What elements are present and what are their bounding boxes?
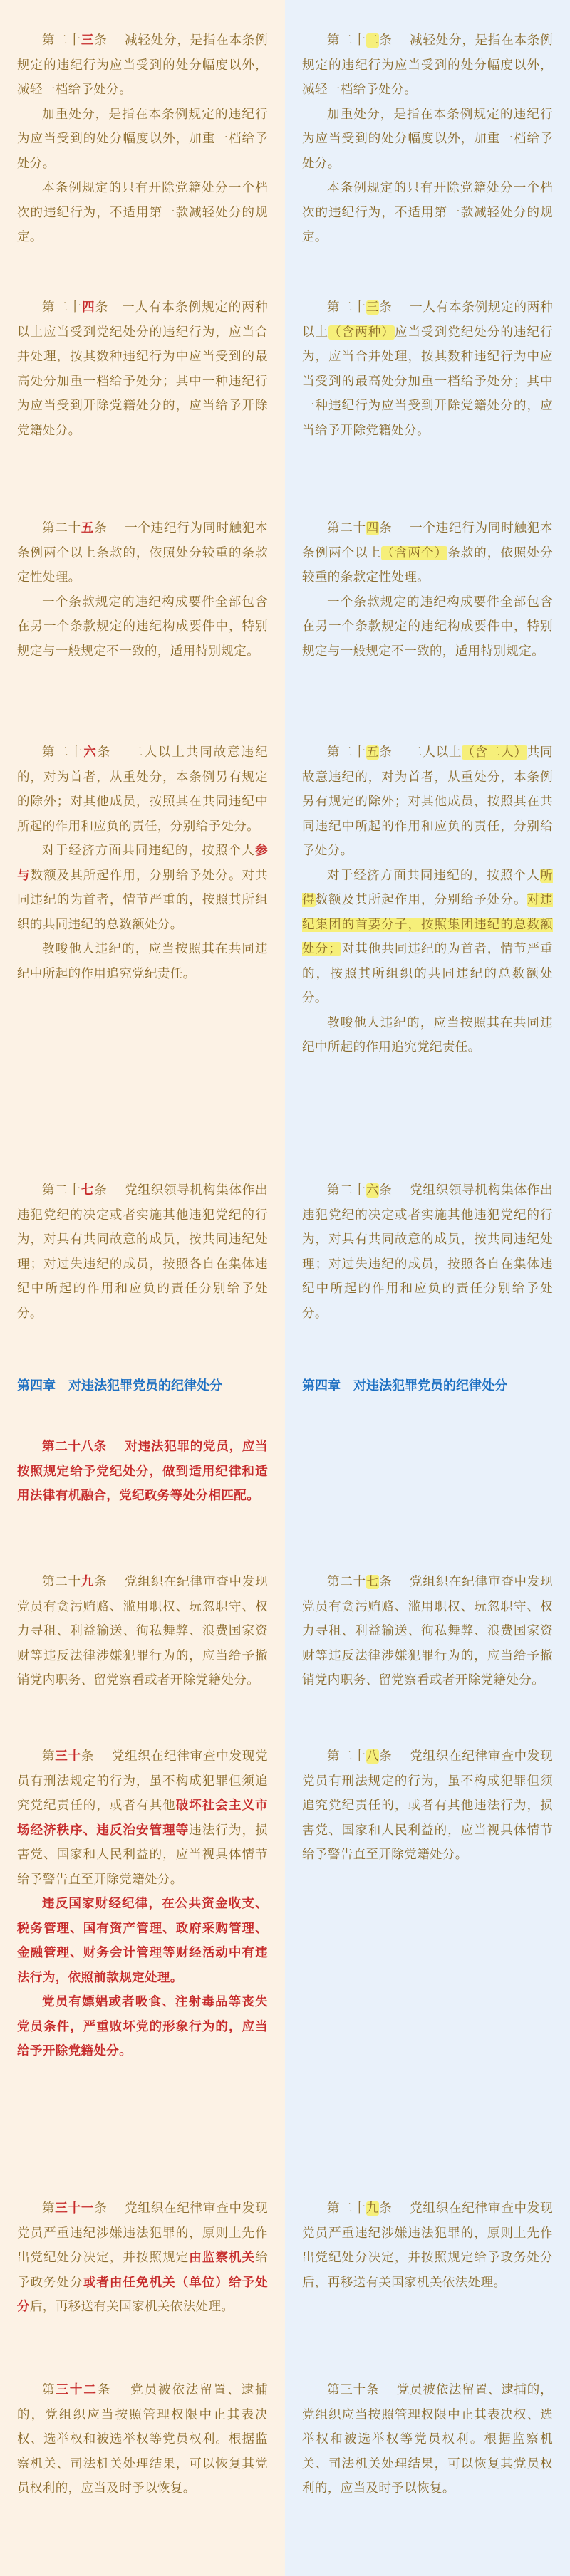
article-number-highlight: 四 bbox=[366, 521, 380, 535]
article-paragraph: 第三十一条 党组织在纪律审查中发现党员严重违纪涉嫌违法犯罪的，原则上先作出党纪处分决定，并按照规定由监察机关给予政务处分或者由任免机关（单位）给予处分后，再移送有关国家机关依法处理。 bbox=[17, 2201, 269, 2314]
right-column-old-version bbox=[285, 0, 570, 2576]
right-article-28 bbox=[285, 1744, 570, 1868]
right-article-29 bbox=[285, 2197, 570, 2295]
article-number-changed: 四 bbox=[82, 300, 95, 315]
article-paragraph: 第二十四条 一人有本条例规定的两种以上应当受到党纪处分的违纪行为，应当合并处理，按其数种违纪行为中应当受到的最高处分加重一档给予处分；其中一种违纪行为应当受到开除党籍处分的，应当给予开除党籍处分。 bbox=[17, 300, 269, 438]
article-number-changed: 五 bbox=[81, 521, 95, 535]
article-paragraph: 一个条款规定的违纪构成要件全部包含在另一个条款规定的违纪构成要件中，特别规定与一般规定不一致的，适用特别规定。 bbox=[302, 595, 553, 659]
article-paragraph: 教唆他人违纪的，应当按照其在共同违纪中所起的作用追究党纪责任。 bbox=[17, 942, 268, 981]
right-article-23 bbox=[285, 295, 570, 443]
article-paragraph: 第二十九条 党组织在纪律审查中发现党员严重违纪涉嫌违法犯罪的，原则上先作出党纪处分决定，并按照规定给予政务处分后，再移送有关国家机关依法处理。 bbox=[302, 2201, 553, 2290]
article-number-highlight: 八 bbox=[366, 1749, 380, 1764]
article-number-highlight: 六 bbox=[366, 1183, 380, 1198]
right-article-30 bbox=[285, 2378, 570, 2501]
left-chapter-heading: 第四章 对违法犯罪党员的纪律处分 bbox=[17, 1378, 222, 1393]
article-paragraph: 第二十二条 减轻处分，是指在本条例规定的违纪行为应当受到的处分幅度以外，减轻一档给予处分。 bbox=[302, 33, 553, 97]
article-paragraph: 第二十七条 党组织在纪律审查中发现党员有贪污贿赂、滥用职权、玩忽职守、权力寻租、利益输送、徇私舞弊、浪费国家资财等违反法律涉嫌犯罪行为的，应当给予撤销党内职务、留党察看或者开除党籍处分。 bbox=[302, 1575, 553, 1687]
article-number-highlight: 五 bbox=[366, 745, 380, 760]
right-article-26 bbox=[285, 1178, 570, 1326]
right-article-27 bbox=[285, 1570, 570, 1693]
removed-text-highlight: （含两种） bbox=[328, 325, 395, 340]
article-paragraph: 第二十三条 一人有本条例规定的两种以上（含两种）应当受到党纪处分的违纪行为，应当合并处理，按其数种违纪行为中应当受到的最高处分加重一档给予处分；其中一种违纪行为应当受到开除党籍处分的，应当给予开除党籍处分。 bbox=[302, 300, 553, 438]
left-article-26 bbox=[0, 740, 285, 986]
left-article-24 bbox=[0, 295, 285, 443]
article-paragraph-new: 党员有嫖娼或者吸食、注射毒品等丧失党员条件，严重败坏党的形象行为的，应当给予开除党籍处分。 bbox=[17, 1995, 268, 2058]
article-paragraph: 教唆他人违纪的，应当按照其在共同违纪中所起的作用追究党纪责任。 bbox=[302, 1015, 553, 1054]
left-article-27 bbox=[0, 1178, 285, 1326]
right-article-22 bbox=[285, 28, 570, 250]
left-article-32 bbox=[0, 2378, 285, 2501]
changed-text: 破坏社会主义市场经济秩序、违反治安管理等 bbox=[17, 1799, 268, 1838]
article-number-highlight: 三 bbox=[366, 300, 380, 315]
left-article-31 bbox=[0, 2197, 285, 2320]
article-number-changed: 三十 bbox=[55, 1749, 81, 1764]
removed-text-highlight: （含两个） bbox=[381, 545, 448, 560]
article-paragraph: 对于经济方面共同违纪的，按照个人参与数额及其所起作用，分别给予处分。对共同违纪的为首者，情节严重的，按照其所组织的共同违纪的总数额处分。 bbox=[17, 844, 268, 932]
right-chapter-heading: 第四章 对违法犯罪党员的纪律处分 bbox=[302, 1378, 507, 1393]
article-paragraph-new: 第二十八条 对违法犯罪的党员，应当按照规定给予党纪处分，做到适用纪律和适用法律有机融合，党纪政务等处分相匹配。 bbox=[17, 1440, 268, 1503]
article-paragraph: 加重处分，是指在本条例规定的违纪行为应当受到的处分幅度以外，加重一档给予处分。 bbox=[302, 107, 553, 171]
article-paragraph: 第二十三条 减轻处分，是指在本条例规定的违纪行为应当受到的处分幅度以外，减轻一档给予处分。 bbox=[17, 33, 268, 97]
left-article-30 bbox=[0, 1744, 285, 2064]
article-paragraph: 本条例规定的只有开除党籍处分一个档次的违纪行为，不适用第一款减轻处分的规定。 bbox=[17, 181, 268, 244]
right-article-25 bbox=[285, 740, 570, 1060]
article-paragraph: 加重处分，是指在本条例规定的违纪行为应当受到的处分幅度以外，加重一档给予处分。 bbox=[17, 107, 268, 171]
left-article-25 bbox=[0, 516, 285, 664]
article-number-highlight: 二 bbox=[366, 33, 380, 48]
changed-text: 由监察机关 bbox=[189, 2251, 256, 2265]
article-paragraph: 一个条款规定的违纪构成要件全部包含在另一个条款规定的违纪构成要件中，特别规定与一般规定不一致的，适用特别规定。 bbox=[17, 595, 268, 659]
article-paragraph: 第二十六条 党组织领导机构集体作出违犯党纪的决定或者实施其他违犯党纪的行为，对具有共同故意的成员，按共同违纪处理；对过失违纪的成员，按照各自在集体违纪中所起的作用和应负的责任分别给予处分。 bbox=[302, 1183, 553, 1321]
article-paragraph: 对于经济方面共同违纪的，按照个人所得数额及其所起作用，分别给予处分。对违纪集团的首要分子，按照集团违纪的总数额处分；对其他共同违纪的为首者，情节严重的，按照其所组织的共同违纪的总数额处分。 bbox=[302, 868, 553, 1005]
article-paragraph: 第三十条 党组织在纪律审查中发现党员有刑法规定的行为，虽不构成犯罪但须追究党纪责任的，或者有其他破坏社会主义市场经济秩序、违反治安管理等违法行为，损害党、国家和人民利益的，应当视具体情节给予警告直至开除党籍处分。 bbox=[17, 1749, 268, 1887]
changed-text: 参与 bbox=[17, 844, 268, 883]
article-paragraph: 第二十四条 一个违纪行为同时触犯本条例两个以上（含两个）条款的，依照处分较重的条款定性处理。 bbox=[302, 521, 554, 585]
removed-text-highlight: 所得 bbox=[302, 868, 553, 907]
article-paragraph-new: 违反国家财经纪律，在公共资金收支、税务管理、国有资产管理、政府采购管理、金融管理、财务会计管理等财经活动中有违法行为，依照前款规定处理。 bbox=[17, 1897, 268, 1985]
left-article-23 bbox=[0, 28, 285, 250]
article-paragraph: 第二十七条 党组织领导机构集体作出违犯党纪的决定或者实施其他违犯党纪的行为，对具有共同故意的成员，按共同违纪处理；对过失违纪的成员，按照各自在集体违纪中所起的作用和应负的责任分别给予处分。 bbox=[17, 1183, 268, 1321]
article-paragraph: 第二十五条 一个违纪行为同时触犯本条例两个以上条款的，依照处分较重的条款定性处理。 bbox=[17, 521, 268, 585]
article-paragraph: 第二十五条 二人以上（含二人）共同故意违纪的，对为首者，从重处分，本条例另有规定的除外；对其他成员，按照其在共同违纪中所起的作用和应负的责任，分别给予处分。 bbox=[302, 745, 553, 858]
left-article-28-new bbox=[0, 1435, 285, 1509]
removed-text-highlight: （含二人） bbox=[462, 745, 527, 760]
article-number-changed: 三 bbox=[81, 33, 95, 48]
article-number-changed: 九 bbox=[81, 1575, 95, 1589]
removed-text-highlight: 对违纪集团的首要分子，按照集团违纪的总数额处分； bbox=[302, 893, 553, 956]
article-paragraph: 第二十六条 二人以上共同故意违纪的，对为首者，从重处分，本条例另有规定的除外；对其他成员，按照其在共同违纪中所起的作用和应负的责任，分别给予处分。 bbox=[17, 745, 269, 834]
article-number-highlight: 九 bbox=[366, 2201, 380, 2216]
article-number-changed: 六 bbox=[83, 745, 98, 760]
article-number-changed: 七 bbox=[81, 1183, 95, 1198]
article-paragraph: 第二十八条 党组织在纪律审查中发现党员有刑法规定的行为，虽不构成犯罪但须追究党纪责任的，或者有其他违法行为，损害党、国家和人民利益的，应当视具体情节给予警告直至开除党籍处分。 bbox=[302, 1749, 553, 1862]
article-paragraph: 本条例规定的只有开除党籍处分一个档次的违纪行为，不适用第一款减轻处分的规定。 bbox=[302, 181, 553, 244]
right-article-24 bbox=[285, 516, 570, 664]
changed-text: 或者由任免机关（单位）给予处分 bbox=[17, 2275, 268, 2314]
article-number-changed: 三十二 bbox=[56, 2383, 98, 2397]
article-number-changed: 三十一 bbox=[55, 2201, 95, 2216]
article-number-highlight: 七 bbox=[366, 1575, 380, 1589]
article-paragraph: 第二十九条 党组织在纪律审查中发现党员有贪污贿赂、滥用职权、玩忽职守、权力寻租、利益输送、徇私舞弊、浪费国家资财等违反法律涉嫌犯罪行为的，应当给予撤销党内职务、留党察看或者开除党籍处分。 bbox=[17, 1575, 268, 1687]
article-paragraph: 第三十条 党员被依法留置、逮捕的，党组织应当按照管理权限中止其表决权、选举权和被选举权等党员权利。根据监察机关、司法机关处理结果，可以恢复其党员权利的，应当及时予以恢复。 bbox=[302, 2383, 553, 2496]
article-paragraph: 第三十二条 党员被依法留置、逮捕的，党组织应当按照管理权限中止其表决权、选举权和被选举权等党员权利。根据监察机关、司法机关处理结果，可以恢复其党员权利的，应当及时予以恢复。 bbox=[17, 2383, 269, 2496]
left-article-29 bbox=[0, 1570, 285, 1693]
